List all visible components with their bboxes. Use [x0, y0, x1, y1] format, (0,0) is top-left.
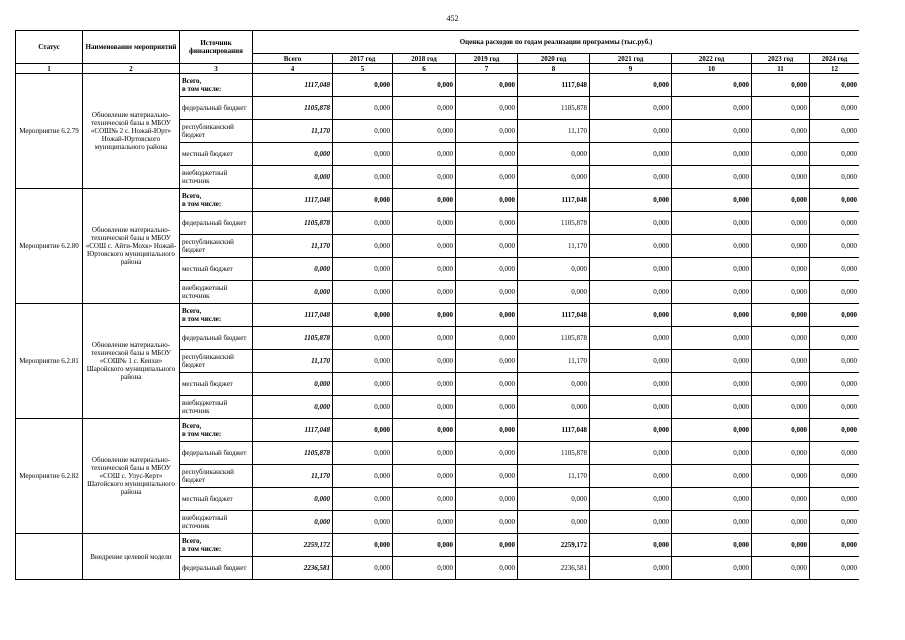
funding-source-cell: Всего, в том числе: [180, 419, 253, 442]
amount-cell: 0,000 [333, 534, 393, 557]
amount-cell: 0,000 [333, 419, 393, 442]
amount-cell: 0,000 [333, 212, 393, 235]
amount-cell: 0,000 [518, 511, 590, 534]
amount-cell: 0,000 [752, 97, 810, 120]
amount-cell: 0,000 [393, 304, 456, 327]
amount-cell: 0,000 [810, 97, 860, 120]
header-year-7: 2024 год [810, 54, 860, 64]
amount-cell: 0,000 [672, 74, 752, 97]
amount-cell: 11,170 [518, 350, 590, 373]
amount-cell: 0,000 [456, 97, 518, 120]
amount-cell: 11,170 [518, 120, 590, 143]
funding-source-cell: федеральный бюджет [180, 327, 253, 350]
amount-cell: 0,000 [518, 488, 590, 511]
funding-source-cell: Всего, в том числе: [180, 304, 253, 327]
funding-source-cell: республиканский бюджет [180, 235, 253, 258]
amount-cell: 0,000 [253, 166, 333, 189]
amount-cell: 0,000 [333, 189, 393, 212]
funding-source-cell: Всего, в том числе: [180, 534, 253, 557]
funding-source-cell: внебюджетный источник [180, 511, 253, 534]
amount-cell: 0,000 [518, 373, 590, 396]
column-index-11: 11 [752, 64, 810, 74]
amount-cell: 0,000 [672, 465, 752, 488]
table-row [16, 74, 860, 97]
amount-cell: 0,000 [393, 74, 456, 97]
activity-name-cell: Обновление материально-технической базы в МБОУ «СОШ№ 2 с. Ножай-Юрт» Ножай-Юртовского муниципального района [83, 74, 180, 189]
amount-cell: 0,000 [810, 74, 860, 97]
amount-cell: 0,000 [810, 120, 860, 143]
amount-cell: 0,000 [672, 97, 752, 120]
status-cell [16, 534, 83, 580]
budget-table [15, 30, 859, 580]
amount-cell: 0,000 [672, 350, 752, 373]
amount-cell: 0,000 [752, 396, 810, 419]
page-number: 452 [446, 14, 459, 23]
amount-cell: 0,000 [393, 212, 456, 235]
funding-source-cell: федеральный бюджет [180, 212, 253, 235]
amount-cell: 0,000 [456, 465, 518, 488]
amount-cell: 1105,878 [518, 327, 590, 350]
amount-cell: 1105,878 [518, 212, 590, 235]
amount-cell: 0,000 [752, 281, 810, 304]
amount-cell: 0,000 [672, 557, 752, 580]
amount-cell: 0,000 [810, 304, 860, 327]
funding-source-cell: местный бюджет [180, 373, 253, 396]
table-row [16, 304, 860, 327]
amount-cell: 0,000 [333, 488, 393, 511]
amount-cell: 0,000 [456, 189, 518, 212]
amount-cell: 0,000 [752, 327, 810, 350]
amount-cell: 0,000 [590, 396, 672, 419]
amount-cell: 1105,878 [518, 97, 590, 120]
amount-cell: 0,000 [752, 488, 810, 511]
amount-cell: 1105,878 [253, 212, 333, 235]
amount-cell: 0,000 [393, 442, 456, 465]
header-year-1: 2018 год [393, 54, 456, 64]
amount-cell: 0,000 [456, 350, 518, 373]
amount-cell: 0,000 [810, 166, 860, 189]
amount-cell: 11,170 [518, 465, 590, 488]
amount-cell: 0,000 [590, 235, 672, 258]
activity-name-cell: Обновление материально-технической базы в МБОУ «СОШ с. Улус-Керт» Шатойского муниципального района [83, 419, 180, 534]
header-source: Источник финансирования [180, 31, 253, 64]
header-year-4: 2021 год [590, 54, 672, 64]
status-cell: Мероприятие 6.2.81 [16, 304, 83, 419]
amount-cell: 0,000 [752, 442, 810, 465]
amount-cell: 0,000 [456, 488, 518, 511]
amount-cell: 0,000 [333, 442, 393, 465]
amount-cell: 0,000 [590, 511, 672, 534]
column-index-6: 6 [393, 64, 456, 74]
header-estimate: Оценка расходов по годам реализации программы (тыс.руб.) [253, 31, 860, 54]
amount-cell: 0,000 [672, 143, 752, 166]
amount-cell: 0,000 [672, 166, 752, 189]
amount-cell: 0,000 [590, 327, 672, 350]
amount-cell: 0,000 [810, 327, 860, 350]
amount-cell: 0,000 [333, 304, 393, 327]
amount-cell: 0,000 [672, 488, 752, 511]
amount-cell: 0,000 [518, 396, 590, 419]
amount-cell: 0,000 [672, 396, 752, 419]
amount-cell: 0,000 [810, 511, 860, 534]
amount-cell: 0,000 [810, 281, 860, 304]
column-index-5: 5 [333, 64, 393, 74]
amount-cell: 11,170 [253, 235, 333, 258]
amount-cell: 0,000 [456, 557, 518, 580]
amount-cell: 0,000 [590, 189, 672, 212]
amount-cell: 0,000 [333, 557, 393, 580]
amount-cell: 1117,048 [518, 74, 590, 97]
amount-cell: 0,000 [456, 74, 518, 97]
column-index-10: 10 [672, 64, 752, 74]
amount-cell: 0,000 [590, 74, 672, 97]
amount-cell: 0,000 [393, 396, 456, 419]
funding-source-cell: федеральный бюджет [180, 97, 253, 120]
amount-cell: 0,000 [393, 258, 456, 281]
amount-cell: 0,000 [752, 120, 810, 143]
amount-cell: 0,000 [810, 189, 860, 212]
amount-cell: 0,000 [752, 419, 810, 442]
amount-cell: 11,170 [253, 350, 333, 373]
amount-cell: 0,000 [333, 281, 393, 304]
funding-source-cell: местный бюджет [180, 488, 253, 511]
amount-cell: 0,000 [518, 166, 590, 189]
amount-cell: 0,000 [752, 235, 810, 258]
amount-cell: 0,000 [590, 350, 672, 373]
amount-cell: 1117,048 [253, 189, 333, 212]
funding-source-cell: республиканский бюджет [180, 120, 253, 143]
column-index-1: 1 [16, 64, 83, 74]
activity-name-cell: Обновление материально-технической базы в МБОУ «СОШ с. Айти-Мохк» Ножай-Юртовского муниципального района [83, 189, 180, 304]
amount-cell: 0,000 [456, 212, 518, 235]
amount-cell: 0,000 [393, 557, 456, 580]
amount-cell: 0,000 [590, 442, 672, 465]
amount-cell: 1117,048 [518, 189, 590, 212]
amount-cell: 0,000 [456, 120, 518, 143]
column-index-2: 2 [83, 64, 180, 74]
amount-cell: 0,000 [752, 166, 810, 189]
header-year-2: 2019 год [456, 54, 518, 64]
table-row [16, 189, 860, 212]
amount-cell: 0,000 [810, 143, 860, 166]
column-index-9: 9 [590, 64, 672, 74]
amount-cell: 11,170 [253, 465, 333, 488]
amount-cell: 0,000 [393, 281, 456, 304]
amount-cell: 0,000 [456, 511, 518, 534]
amount-cell: 0,000 [590, 304, 672, 327]
amount-cell: 0,000 [752, 534, 810, 557]
amount-cell: 0,000 [393, 350, 456, 373]
amount-cell: 0,000 [810, 350, 860, 373]
amount-cell: 0,000 [672, 212, 752, 235]
amount-cell: 0,000 [333, 143, 393, 166]
amount-cell: 0,000 [333, 74, 393, 97]
amount-cell: 0,000 [393, 166, 456, 189]
amount-cell: 0,000 [590, 166, 672, 189]
amount-cell: 0,000 [672, 511, 752, 534]
funding-source-cell: республиканский бюджет [180, 465, 253, 488]
activity-name-cell: Внедрение целевой модели [83, 534, 180, 580]
funding-source-cell: внебюджетный источник [180, 166, 253, 189]
header-year-6: 2023 год [752, 54, 810, 64]
amount-cell: 0,000 [672, 120, 752, 143]
amount-cell: 0,000 [456, 534, 518, 557]
amount-cell: 0,000 [590, 373, 672, 396]
funding-source-cell: внебюджетный источник [180, 281, 253, 304]
amount-cell: 11,170 [518, 235, 590, 258]
amount-cell: 1117,048 [253, 74, 333, 97]
amount-cell: 0,000 [752, 373, 810, 396]
amount-cell: 0,000 [810, 258, 860, 281]
amount-cell: 1117,048 [518, 304, 590, 327]
amount-cell: 0,000 [456, 373, 518, 396]
amount-cell: 0,000 [393, 511, 456, 534]
amount-cell: 0,000 [672, 327, 752, 350]
amount-cell: 0,000 [393, 465, 456, 488]
amount-cell: 0,000 [810, 534, 860, 557]
amount-cell: 0,000 [456, 396, 518, 419]
amount-cell: 0,000 [810, 235, 860, 258]
table-row [16, 534, 860, 557]
amount-cell: 0,000 [333, 120, 393, 143]
amount-cell: 0,000 [393, 373, 456, 396]
amount-cell: 0,000 [752, 74, 810, 97]
amount-cell: 0,000 [253, 488, 333, 511]
amount-cell: 0,000 [393, 97, 456, 120]
funding-source-cell: республиканский бюджет [180, 350, 253, 373]
amount-cell: 0,000 [518, 258, 590, 281]
amount-cell: 0,000 [333, 511, 393, 534]
amount-cell: 0,000 [752, 350, 810, 373]
amount-cell: 0,000 [393, 419, 456, 442]
amount-cell: 0,000 [752, 189, 810, 212]
amount-cell: 2259,172 [253, 534, 333, 557]
amount-cell: 0,000 [810, 419, 860, 442]
amount-cell: 0,000 [590, 97, 672, 120]
amount-cell: 0,000 [672, 281, 752, 304]
amount-cell: 0,000 [333, 258, 393, 281]
column-index-3: 3 [180, 64, 253, 74]
amount-cell: 0,000 [590, 258, 672, 281]
amount-cell: 0,000 [590, 143, 672, 166]
amount-cell: 0,000 [672, 373, 752, 396]
funding-source-cell: федеральный бюджет [180, 442, 253, 465]
amount-cell: 0,000 [333, 350, 393, 373]
header-year-3: 2020 год [518, 54, 590, 64]
amount-cell: 0,000 [393, 534, 456, 557]
amount-cell: 0,000 [456, 419, 518, 442]
amount-cell: 0,000 [253, 281, 333, 304]
amount-cell: 0,000 [456, 304, 518, 327]
amount-cell: 0,000 [590, 465, 672, 488]
amount-cell: 0,000 [456, 166, 518, 189]
amount-cell: 1117,048 [253, 304, 333, 327]
header-status: Статус [16, 31, 83, 64]
amount-cell: 0,000 [752, 258, 810, 281]
amount-cell: 0,000 [590, 534, 672, 557]
amount-cell: 0,000 [253, 373, 333, 396]
header-year-5: 2022 год [672, 54, 752, 64]
amount-cell: 0,000 [393, 189, 456, 212]
funding-source-cell: Всего, в том числе: [180, 74, 253, 97]
amount-cell: 0,000 [672, 304, 752, 327]
amount-cell: 1105,878 [253, 97, 333, 120]
header-name: Наименование мероприятий [83, 31, 180, 64]
amount-cell: 0,000 [393, 488, 456, 511]
amount-cell: 0,000 [810, 373, 860, 396]
amount-cell: 0,000 [752, 304, 810, 327]
funding-source-cell: Всего, в том числе: [180, 189, 253, 212]
amount-cell: 0,000 [810, 396, 860, 419]
activity-name-cell: Обновление материально-технической базы в МБОУ «СОШ№ 1 с. Кенхи» Шаройского муниципального района [83, 304, 180, 419]
funding-source-cell: внебюджетный источник [180, 396, 253, 419]
column-index-4: 4 [253, 64, 333, 74]
amount-cell: 2259,172 [518, 534, 590, 557]
amount-cell: 1105,878 [518, 442, 590, 465]
amount-cell: 0,000 [333, 396, 393, 419]
amount-cell: 0,000 [393, 143, 456, 166]
amount-cell: 0,000 [810, 442, 860, 465]
amount-cell: 0,000 [672, 419, 752, 442]
amount-cell: 0,000 [590, 120, 672, 143]
amount-cell: 2236,581 [518, 557, 590, 580]
amount-cell: 0,000 [393, 327, 456, 350]
amount-cell: 0,000 [752, 143, 810, 166]
amount-cell: 0,000 [456, 143, 518, 166]
amount-cell: 0,000 [456, 258, 518, 281]
amount-cell: 0,000 [518, 143, 590, 166]
amount-cell: 0,000 [590, 281, 672, 304]
amount-cell: 0,000 [253, 258, 333, 281]
amount-cell: 0,000 [590, 488, 672, 511]
amount-cell: 0,000 [253, 143, 333, 166]
amount-cell: 0,000 [810, 212, 860, 235]
header-year-0: 2017 год [333, 54, 393, 64]
amount-cell: 0,000 [456, 281, 518, 304]
amount-cell: 0,000 [333, 327, 393, 350]
amount-cell: 2236,581 [253, 557, 333, 580]
amount-cell: 0,000 [333, 97, 393, 120]
amount-cell: 0,000 [456, 327, 518, 350]
amount-cell: 0,000 [590, 212, 672, 235]
amount-cell: 0,000 [810, 557, 860, 580]
amount-cell: 0,000 [393, 120, 456, 143]
amount-cell: 0,000 [810, 488, 860, 511]
amount-cell: 0,000 [672, 534, 752, 557]
amount-cell: 1117,048 [518, 419, 590, 442]
amount-cell: 0,000 [810, 465, 860, 488]
amount-cell: 0,000 [752, 511, 810, 534]
amount-cell: 0,000 [590, 557, 672, 580]
amount-cell: 0,000 [253, 511, 333, 534]
amount-cell: 0,000 [333, 166, 393, 189]
table-row [16, 419, 860, 442]
amount-cell: 0,000 [393, 235, 456, 258]
amount-cell: 0,000 [672, 189, 752, 212]
amount-cell: 0,000 [672, 258, 752, 281]
amount-cell: 11,170 [253, 120, 333, 143]
column-index-7: 7 [456, 64, 518, 74]
column-index-8: 8 [518, 64, 590, 74]
amount-cell: 0,000 [456, 235, 518, 258]
status-cell: Мероприятие 6.2.82 [16, 419, 83, 534]
column-index-12: 12 [810, 64, 860, 74]
status-cell: Мероприятие 6.2.80 [16, 189, 83, 304]
amount-cell: 0,000 [752, 212, 810, 235]
amount-cell: 1105,878 [253, 327, 333, 350]
budget-table-container [15, 30, 859, 590]
amount-cell: 0,000 [590, 419, 672, 442]
amount-cell: 0,000 [752, 465, 810, 488]
header-total: Всего [253, 54, 333, 64]
funding-source-cell: федеральный бюджет [180, 557, 253, 580]
amount-cell: 1105,878 [253, 442, 333, 465]
amount-cell: 0,000 [333, 465, 393, 488]
amount-cell: 0,000 [672, 442, 752, 465]
amount-cell: 0,000 [333, 235, 393, 258]
amount-cell: 1117,048 [253, 419, 333, 442]
funding-source-cell: местный бюджет [180, 143, 253, 166]
status-cell: Мероприятие 6.2.79 [16, 74, 83, 189]
amount-cell: 0,000 [456, 442, 518, 465]
amount-cell: 0,000 [672, 235, 752, 258]
amount-cell: 0,000 [333, 373, 393, 396]
amount-cell: 0,000 [518, 281, 590, 304]
funding-source-cell: местный бюджет [180, 258, 253, 281]
amount-cell: 0,000 [752, 557, 810, 580]
amount-cell: 0,000 [253, 396, 333, 419]
